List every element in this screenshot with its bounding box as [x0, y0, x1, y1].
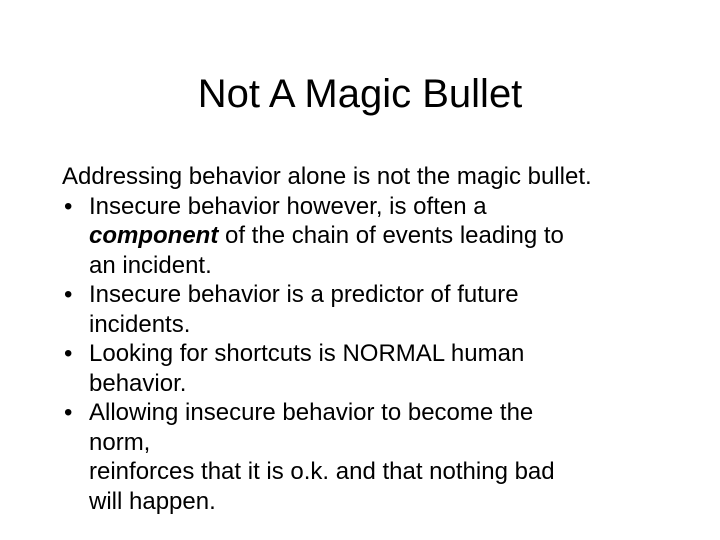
bullet-1-line-2	[89, 221, 682, 251]
bullet-4-line-1: Allowing insecure behavior to become the	[89, 399, 534, 426]
bullet-1-line-3: an incident.	[89, 251, 212, 279]
intro-text: Addressing behavior alone is not the magic bullet.	[62, 163, 592, 190]
slide-title: Not A Magic Bullet	[197, 72, 523, 116]
emphasized-word: component	[89, 222, 219, 249]
bullet-item-2	[62, 280, 682, 339]
bullet-3-line-2: behavior.	[89, 369, 187, 397]
slide-body	[62, 162, 682, 515]
bullet-dot: •	[64, 399, 73, 426]
bullet-4-line-3: reinforces that it is o.k. and that nothing bad	[89, 458, 555, 485]
bullet-2-line-2: incidents.	[89, 310, 191, 338]
bullet-3-line-1: Looking for shortcuts is NORMAL human	[89, 340, 525, 367]
bullet-item-4	[62, 398, 682, 515]
bullet-dot: •	[64, 340, 73, 367]
bullet-dot: •	[64, 281, 73, 308]
bullet-dot: •	[64, 192, 73, 220]
bullet-2-line-1: Insecure behavior is a predictor of future	[89, 281, 519, 308]
bullet-1-line-1: Insecure behavior however, is often a	[89, 192, 487, 220]
bullet-item-1	[62, 192, 682, 281]
bullet-4-line-2: norm,	[89, 428, 151, 456]
bullet-1-line-2-rest: of the chain of events leading to	[218, 222, 564, 249]
bullet-4-line-4-cut: will happen.	[89, 487, 216, 515]
bullet-item-3	[62, 339, 682, 398]
